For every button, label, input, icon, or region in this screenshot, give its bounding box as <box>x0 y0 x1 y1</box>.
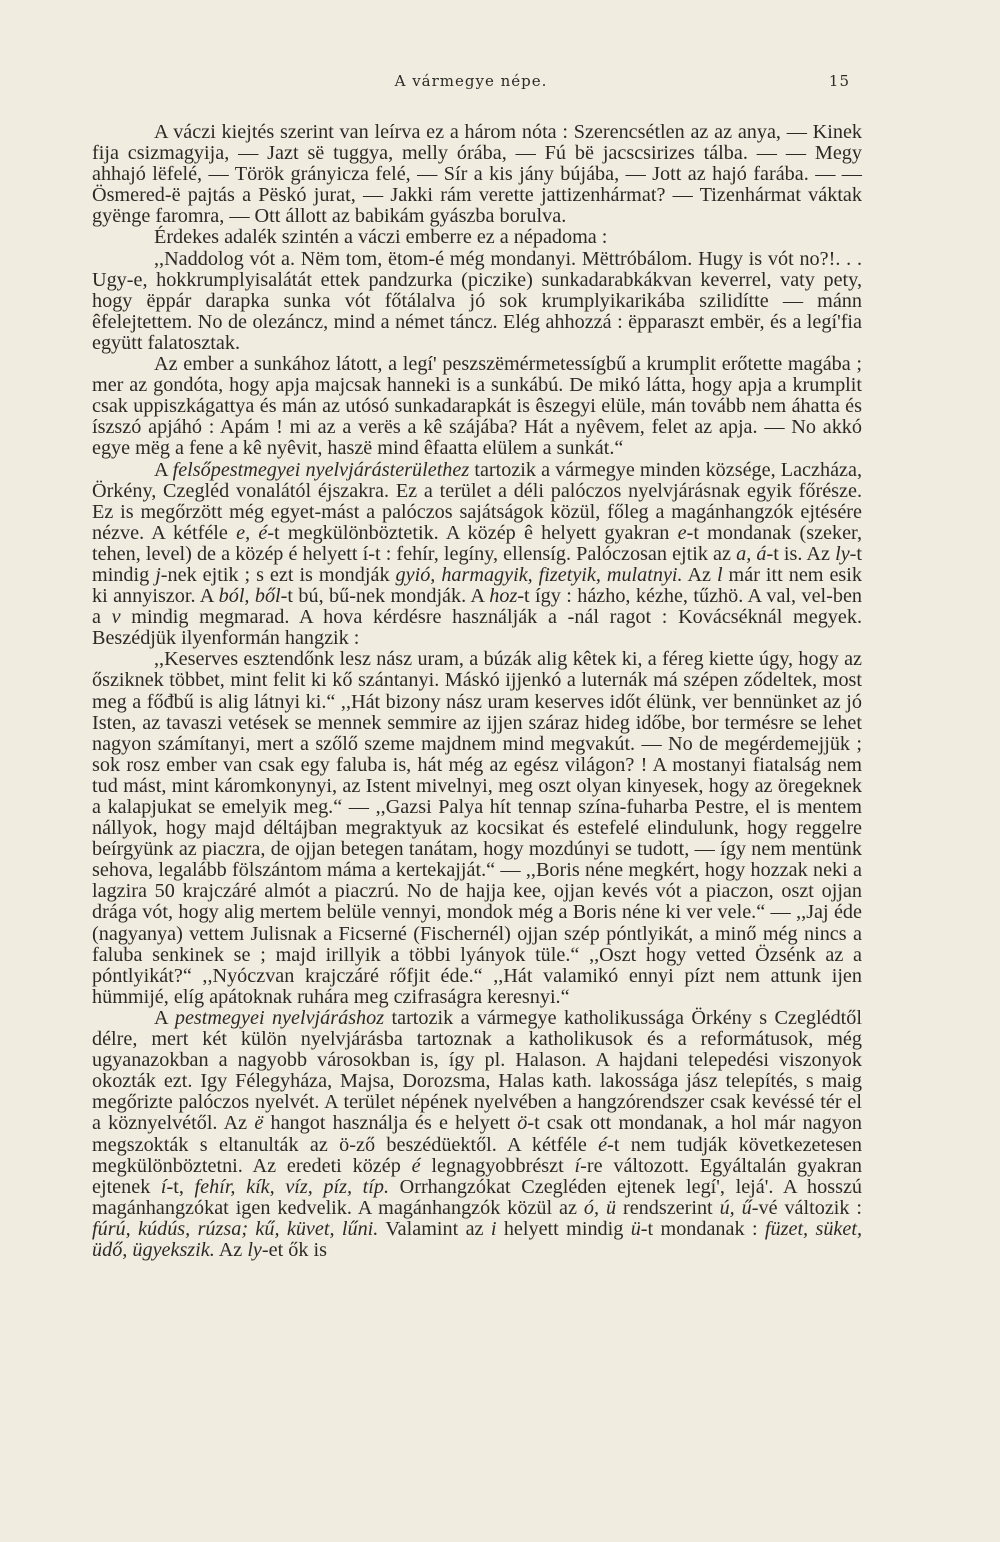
italic-term: pestmegyei nyelvjáráshoz <box>174 1006 385 1029</box>
paragraph-dialect-sample: ,,Keserves esztendőnk lesz nász uram, a búzák alig kêtek ki, a féreg kiette úgy, hogy az ősziknek többet, mint felit ki kő szántanyi. Máskó ijjenkó a luternák má szépen ződeltek, most meg a főđbű is alig látnyi ki.“ ,,Hát bizony nász uram keserves időt élünk, ver bennünket az jó Isten, az tavaszi vetések se mennek semmire az ijjen száraz hideg időbe, bor termésre se lehet nagyon számítanyi, mert a szőlő szeme majdnem mind megvakút. — No de megérdemejjük ; sok rosz ember van csak egy faluba is, hát még az egész világon? ! A mostanyi fiatalság nem tud mást, mint káromkonynyi, az Istent mivelnyi, meg oszt olyan kinyesek, hogy az öregeknek a kalapjukat se emelyik meg.“ — ,,Gazsi Palya hít tennap szína-fuharba Pestre, el is mentem nállyok, hogy majd déltájban megraktyuk az kocsikat és estefelé elindulunk, hogy reggelre beírgyünk az piaczra, de ojjan betegen tanátam, hogy mozdúnyi se tudott, — így nem mentünk sehova, legalább fölszántom máma a kertekajját.“ — ,,Boris néne megkért, hogy hozzak neki a lagzira 50 krajczáré almót a piaczrú. No de hajja kee, ojjan kevés vót a piaczon, oszt ojjan drága vót, hogy alig mertem belüle vennyi, mondok még a Boris néne ki ver vele.“ — ,,Jaj éde (nagyanya) vettem Julisnak a Ficserné (Fischernél) ojjan szép póntlyikát, a minő még nincs a faluba senkinek se ; majd irillyik a többi lyányok tüle.“ ,,Oszt hogy vetted Özsénk az a póntlyikát?“ ,,Nyóczvan krajczáré rőfjit éde.“ ,,Hát valamikó ennyi pízt nem attunk ijen hümmijé, elíg apátoknak ruhára meg czifraságra keresnyi.“ <box>92 648 862 1008</box>
paragraph-adoma-text: ,,Naddolog vót a. Nëm tom, ëtom-é még mondanyi. Mëttróbálom. Hugy is vót no?!. . . Ugy-e, hokkrumplyisalátát ettek pandzurka (piczike) sunkadarabkákvan keverrel, vaty pety, hogy ëppár darapka sunka vót főtálalva jó sok krumplyikarikába szilidítte — mánn êfelejtettem. No de olezáncz, mind a német táncz. Elég ahhozzá : ëpparaszt embër, és a legí'fia együtt falatosztak. <box>92 247 862 354</box>
text-run: legnagyobbrészt <box>420 1154 575 1177</box>
italic-term: ó, ü <box>583 1196 617 1219</box>
italic-term: j <box>155 563 161 586</box>
italic-term: é <box>598 1133 608 1156</box>
text-run: már itt nem esik ki annyiszor. A <box>92 563 862 608</box>
italic-term: ö <box>517 1112 528 1135</box>
italic-term: í <box>574 1154 581 1177</box>
text-run: Az <box>682 563 717 586</box>
text-run: -t így : házho, kézhe, tűzhö. A val, vel-ben a <box>92 585 863 629</box>
text-run: -t mondanak : <box>640 1217 765 1240</box>
text-run: mindig megmarad. A hova kérdésre használják a -nál ragot : Kovácséknál megyek. Beszédjük ilyenformán hangzik : <box>92 606 862 650</box>
italic-term: fúrú, kúdús, rúzsa; kű, küvet, lűni. <box>92 1217 379 1240</box>
italic-term: hoz <box>489 585 518 608</box>
italic-term: v <box>111 606 121 629</box>
italic-term: ë <box>254 1112 264 1135</box>
text-run: A <box>154 458 173 481</box>
text-run: -t mindig <box>92 542 863 586</box>
italic-term: felsőpestmegyei nyelvjárásterülethez <box>172 458 470 481</box>
text-run: -t csak ott mondanak, a hol már nagyon megszokták s eltanulták az ö-ző beszédüektől. A kétféle <box>92 1112 862 1156</box>
paragraph-adoma-continued: Az ember a sunkához látott, a legí' peszszëmérmetessígbű a krumplit erőtette magába ; mer az gondóta, hogy apja majcsak hanneki is a sunkábú. De mikó látta, hogy apja a krumplit csak uppiszkágattya és mán az utósó sunkadarapkát is êszegyi elüle, mán tovább nem áhatta és íszszó apjáhó : Apám ! mi az a verës a kê szájába? Hát a nyêvem, felet az apja. — No akkó egye mëg a fene a kê nyêvit, haszë mind êfaatta elülem a sunkát.“ <box>92 353 862 460</box>
italic-term: ú, ű <box>719 1196 752 1219</box>
text-run: A <box>154 1006 175 1029</box>
body-text <box>92 122 862 1261</box>
text-run: Valamint az <box>378 1217 491 1240</box>
italic-term: é <box>411 1154 421 1177</box>
text-run: -et ők is <box>261 1238 327 1261</box>
text-run: -t nem tudják következetesen megkülönböztetni. Az eredeti közép <box>92 1133 862 1177</box>
italic-term: ly <box>835 542 850 565</box>
page-number: 15 <box>828 72 850 90</box>
text-run: -t bú, bű-nek mondják. A <box>280 585 490 608</box>
text-run: -t is. Az <box>766 542 836 565</box>
page-header <box>92 72 850 96</box>
text-run: -t megkülönböztetik. A közép ê helyett gyakran <box>267 521 678 544</box>
italic-term: e, é <box>236 521 268 544</box>
italic-term: ly <box>247 1238 262 1261</box>
text-run: Orrhangzókat Czegléden ejtenek legí', lejá'. A hosszú magánhangzókat igen kedvelik. A magánhangzók közül az <box>92 1175 862 1219</box>
paragraph-vaczi-songs: A váczi kiejtés szerint van leírva ez a három nóta : Szerencsétlen az az anya, — Kinek fija csizmagyija, — Jazt së tuggya, melly órába, — Fú bë jacscsirizes tálba. — — Megy ahhajó lëfelé, — Török grányicza felé, — Sír a kis jány bújába, — Jott az hajó farába. — — Ösmered-ë pajtás a Pëskó jurat, — Jakki rám verette jattizenhármat? — Tizenhármat váktak gyënge faromra, — Ott állott az babikám gyászba borulva. <box>92 121 862 228</box>
italic-term: í <box>160 1175 167 1198</box>
italic-term: l <box>716 563 723 586</box>
italic-term: füzet, süket, üdő, ügyekszik. <box>92 1217 862 1261</box>
italic-term: fehír, kík, víz, píz, típ. <box>194 1175 390 1198</box>
text-run: tartozik a vármegye minden községe, Laczháza, Örkény, Czegléd vonalától éjszakra. Ez a terület a déli palóczos nyelvjárásnak egyik főrésze. Ez is megőrzött még egyet-mást a palóczos sajátságok közül, főleg a magánhangzók ejtésére nézve. A kétféle <box>92 458 863 544</box>
italic-term: i <box>490 1217 497 1240</box>
italic-term: gyió, harmagyik, fizetyik, mulatnyi. <box>395 563 683 586</box>
paragraph-felsopestmegyei <box>92 460 862 650</box>
italic-term: ü <box>630 1217 641 1240</box>
paragraph-pestmegyei <box>92 1008 862 1261</box>
paragraph-adoma-intro: Érdekes adalék szintén a váczi emberre ez a népadoma : <box>154 226 608 249</box>
text-run: -vé változik : <box>751 1196 863 1219</box>
text-run: -t mondanak (szeker, tehen, level) de a közép é helyett í-t : fehír, legíny, ellensíg. Palóczosan ejtik az <box>92 521 863 565</box>
italic-term: ból, ből <box>218 585 281 608</box>
text-run: Az <box>214 1238 248 1261</box>
italic-term: e <box>677 521 687 544</box>
text-run: helyett mindig <box>496 1217 631 1240</box>
text-run: -t, <box>166 1175 195 1198</box>
text-run: rendszerint <box>616 1196 720 1219</box>
text-run: -re változott. Egyáltalán gyakran ejtenek <box>92 1154 862 1198</box>
text-run: tartozik a vármegye katholikussága Örkény s Czeglédtől délre, mert két külön nyelvjárásba tartoznak a katholikusok és a reformátusok, még ugyanazokban a nagyobb városokban is, így pl. Halason. A hajdani telepedési viszonyok okozták ezt. Igy Félegyháza, Majsa, Dorozsma, Halas kath. lakossága jász telepítés, s maig megőrizte palóczos nyelvét. A terület népének nyelvében a hangzórendszer csak kevéssé tér el a köznyelvétől. Az <box>92 1006 862 1135</box>
text-run: -nek ejtik ; s ezt is mondják <box>160 563 396 586</box>
text-run: hangot használja és e helyett <box>263 1112 518 1135</box>
running-title: A vármegye népe. <box>394 72 548 90</box>
italic-term: a, á <box>736 542 767 565</box>
